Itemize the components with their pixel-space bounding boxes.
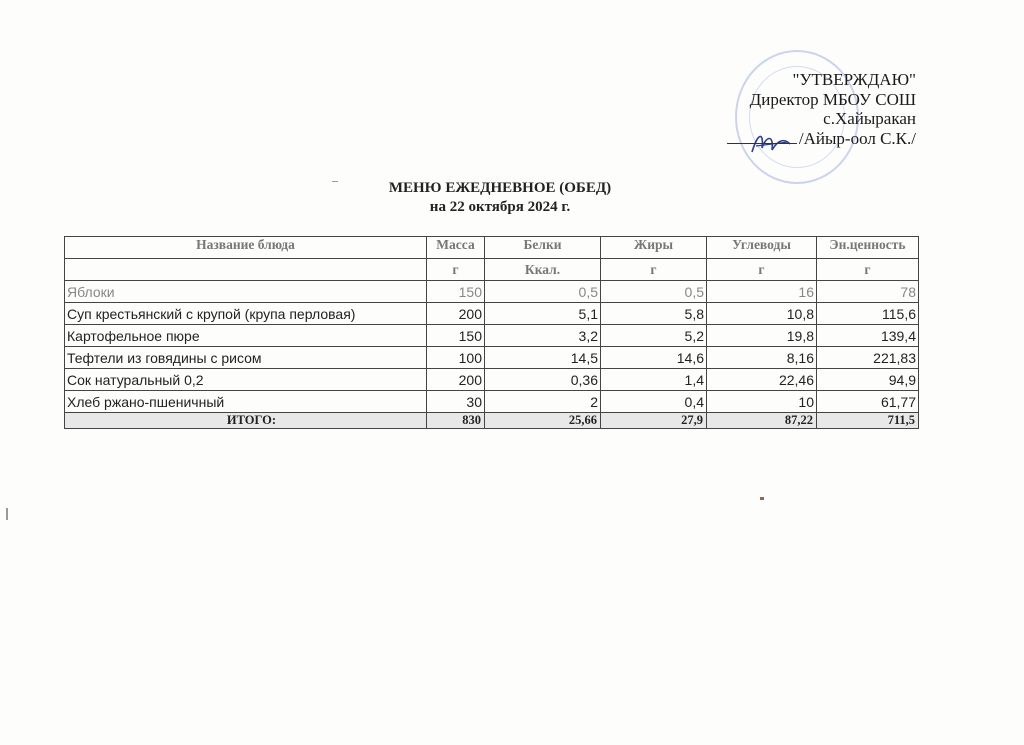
page-title: МЕНЮ ЕЖЕДНЕВНОЕ (ОБЕД) (388, 180, 612, 196)
unit-cell (65, 259, 427, 281)
approval-heading: "УТВЕРЖДАЮ" (792, 70, 916, 89)
unit-cell: г (817, 259, 919, 281)
table-row (65, 369, 919, 391)
table-row (65, 325, 919, 347)
dish-name: Тефтели из говядины с рисом (65, 347, 427, 369)
col-header-energy: Эн.ценность (817, 237, 919, 259)
dish-name: Суп крестьянский с крупой (крупа перловая) (65, 303, 427, 325)
scan-mark (332, 181, 338, 182)
total-row (65, 413, 919, 429)
unit-cell: Ккал. (485, 259, 601, 281)
fat-cell: 0,5 (601, 281, 707, 303)
dish-name: Сок натуральный 0,2 (65, 369, 427, 391)
table-units-row (65, 259, 919, 281)
table-header-row (65, 237, 919, 259)
protein-cell: 0,36 (485, 369, 601, 391)
col-header-fat: Жиры (601, 237, 707, 259)
dish-name: Хлеб ржано-пшеничный (65, 391, 427, 413)
carbs-cell: 8,16 (707, 347, 817, 369)
page-subtitle: на 22 октября 2024 г. (429, 199, 571, 215)
energy-cell: 61,77 (817, 391, 919, 413)
fat-cell: 1,4 (601, 369, 707, 391)
unit-cell: г (707, 259, 817, 281)
carbs-cell: 16 (707, 281, 817, 303)
protein-cell: 14,5 (485, 347, 601, 369)
unit-cell: г (427, 259, 485, 281)
table-row (65, 303, 919, 325)
dish-name: Картофельное пюре (65, 325, 427, 347)
energy-cell: 94,9 (817, 369, 919, 391)
signer-name: /Айыр-оол С.К./ (798, 128, 916, 148)
menu-table (64, 236, 919, 429)
carbs-cell: 19,8 (707, 325, 817, 347)
table-row (65, 281, 919, 303)
col-header-name: Название блюда (65, 237, 427, 259)
fat-cell: 5,2 (601, 325, 707, 347)
fat-cell: 5,8 (601, 303, 707, 325)
fat-cell: 0,4 (601, 391, 707, 413)
total-energy: 711,5 (817, 413, 919, 429)
total-label: ИТОГО: (65, 413, 427, 429)
fat-cell: 14,6 (601, 347, 707, 369)
protein-cell: 3,2 (485, 325, 601, 347)
energy-cell: 139,4 (817, 325, 919, 347)
protein-cell: 5,1 (485, 303, 601, 325)
carbs-cell: 10 (707, 391, 817, 413)
scan-mark (760, 497, 764, 500)
unit-cell: г (601, 259, 707, 281)
total-carbs: 87,22 (707, 413, 817, 429)
mass-cell: 200 (427, 303, 485, 325)
table-row (65, 391, 919, 413)
total-mass: 830 (427, 413, 485, 429)
energy-cell: 221,83 (817, 347, 919, 369)
mass-cell: 150 (427, 325, 485, 347)
energy-cell: 78 (817, 281, 919, 303)
total-protein: 25,66 (485, 413, 601, 429)
approval-signer (676, 129, 916, 149)
approval-block (676, 70, 916, 148)
carbs-cell: 22,46 (707, 369, 817, 391)
col-header-carbs: Углеводы (707, 237, 817, 259)
energy-cell: 115,6 (817, 303, 919, 325)
table-row (65, 347, 919, 369)
mass-cell: 100 (427, 347, 485, 369)
total-fat: 27,9 (601, 413, 707, 429)
col-header-protein: Белки (485, 237, 601, 259)
approval-position: Директор МБОУ СОШ (749, 89, 916, 109)
approval-location: с.Хайыракан (823, 109, 916, 128)
col-header-mass: Масса (427, 237, 485, 259)
mass-cell: 30 (427, 391, 485, 413)
protein-cell: 0,5 (485, 281, 601, 303)
protein-cell: 2 (485, 391, 601, 413)
mass-cell: 150 (427, 281, 485, 303)
mass-cell: 200 (427, 369, 485, 391)
signature-line (727, 129, 797, 144)
scan-mark (6, 508, 8, 520)
carbs-cell: 10,8 (707, 303, 817, 325)
dish-name: Яблоки (65, 281, 427, 303)
